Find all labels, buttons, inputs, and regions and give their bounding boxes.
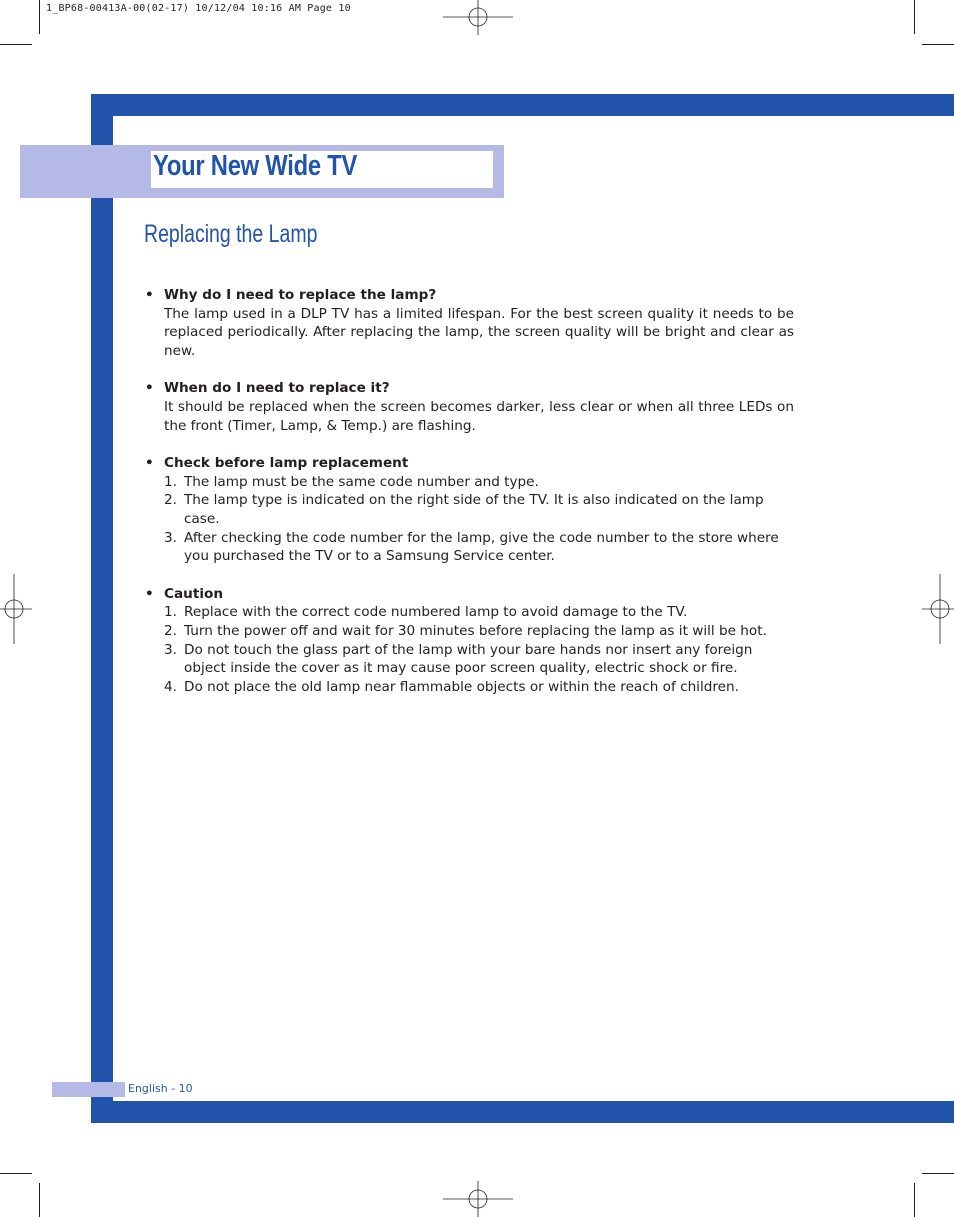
list-item [164,491,794,528]
list-item [164,473,794,492]
bullet-section-when [144,379,794,435]
list-item-number: 3. [164,641,177,658]
registration-mark-bottom-icon [443,1181,513,1217]
list-item [164,622,794,641]
page-title: Your New Wide TV [153,150,358,182]
bullet-paragraph: It should be replaced when the screen becomes darker, less clear or when all three LEDs on the front (Timer, Lamp, & Temp.) are flashing. [164,399,794,434]
list-item-number: 1. [164,473,177,490]
crop-mark-bottom-left-v [39,1183,40,1217]
content-body [144,286,794,715]
crop-mark-top-right-h [922,44,954,45]
crop-mark-top-left-h [0,44,32,45]
page-frame-top [91,94,954,116]
list-item [164,529,794,566]
list-item-number: 2. [164,623,177,640]
section-heading: Replacing the Lamp [144,220,318,248]
bullet-section-check [144,454,794,566]
page-number-footer: English - 10 [128,1082,193,1095]
page-frame-bottom [91,1101,954,1123]
list-item-number: 2. [164,492,177,509]
bullet-paragraph: The lamp used in a DLP TV has a limited lifespan. For the best screen quality it needs to be replaced periodically. After replacing the lamp, the screen quality will be bright and clear as new. [164,305,794,360]
crop-mark-top-left-v [39,0,40,34]
list-item-number: 4. [164,679,177,696]
list-item-text: Replace with the correct code numbered lamp to avoid damage to the TV. [184,604,688,621]
list-item-text: After checking the code number for the lamp, give the code number to the store where you purchased the TV or to a Samsung Service center. [184,529,779,565]
registration-mark-right-icon [922,574,954,644]
list-item-number: 1. [164,604,177,621]
bullet-heading: • When do I need to replace it? [164,380,390,397]
page-frame-left [91,94,113,1123]
print-slug-line: 1_BP68-00413A-00(02-17) 10/12/04 10:16 AM Page 10 [46,3,351,14]
crop-mark-bottom-right-v [914,1183,915,1217]
list-item [164,603,794,622]
list-item-number: 3. [164,529,177,546]
crop-mark-bottom-left-h [0,1173,32,1174]
list-item [164,641,794,678]
list-item-text: Turn the power off and wait for 30 minutes before replacing the lamp as it will be hot. [184,623,767,640]
list-item-text: Do not place the old lamp near flammable objects or within the reach of children. [184,679,739,696]
crop-mark-top-right-v [914,0,915,34]
list-item [164,678,794,697]
registration-mark-left-icon [0,574,32,644]
crop-mark-bottom-right-h [922,1173,954,1174]
bullet-heading: • Why do I need to replace the lamp? [164,287,437,303]
registration-mark-top-icon [443,0,513,36]
list-item-text: Do not touch the glass part of the lamp with your bare hands nor insert any foreign object inside the cover as it may cause poor screen quality, electric shock or fire. [184,641,753,677]
bullet-section-why [144,286,794,361]
bullet-section-caution [144,585,794,697]
bullet-heading: • Check before lamp replacement [164,454,409,471]
list-item-text: The lamp type is indicated on the right side of the TV. It is also indicated on the lamp case. [184,492,764,528]
bullet-heading: • Caution [164,585,224,602]
list-item-text: The lamp must be the same code number and type. [184,473,539,490]
footer-band [52,1082,125,1097]
